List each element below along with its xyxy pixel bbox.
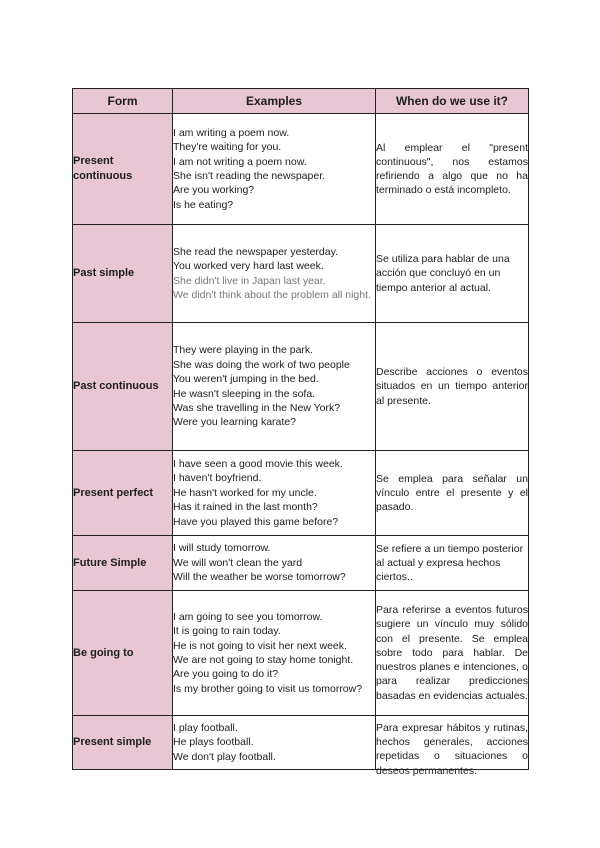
usage-cell: Se refiere a un tiempo posterior al actual y expresa hechos ciertos.. xyxy=(376,536,529,591)
example-line: I am going to see you tomorrow. xyxy=(173,610,323,623)
form-cell: Past simple xyxy=(73,225,173,323)
table-row-future-simple xyxy=(73,536,529,591)
example-line: It is going to rain today. xyxy=(173,625,281,638)
example-line: He plays football. xyxy=(173,736,254,749)
usage-cell: Se emplea para señalar un vínculo entre el presente y el pasado. xyxy=(376,451,529,536)
examples-cell xyxy=(173,225,376,323)
usage-cell: Para referirse a eventos futuros sugiere un vínculo muy sólido con el presente. Se emplea sobre todo para hablar. De nuestros planes e intenciones, o para realizar predicciones basadas en evidencias actuales. xyxy=(376,591,529,716)
example-line: Have you played this game before? xyxy=(173,515,339,528)
table-row-be-going-to xyxy=(73,591,529,716)
example-line: I will study tomorrow. xyxy=(173,542,271,555)
example-line: I play football. xyxy=(173,721,238,734)
header-row xyxy=(73,89,529,114)
grammar-table xyxy=(72,88,529,777)
example-line: She isn't reading the newspaper. xyxy=(173,170,326,182)
form-cell: Present simple xyxy=(73,716,173,770)
example-line: Has it rained in the last month? xyxy=(173,501,318,514)
usage-cell xyxy=(376,716,529,777)
examples-cell xyxy=(173,114,376,225)
example-line: Are you going to do it? xyxy=(173,668,279,681)
example-line: You worked very hard last week. xyxy=(173,260,324,273)
form-cell: Past continuous xyxy=(73,323,173,451)
example-line: We are not going to stay home tonight. xyxy=(173,654,354,666)
example-line: I am not writing a poem now. xyxy=(173,155,307,168)
example-line: Was she travelling in the New York? xyxy=(173,401,341,414)
form-cell: Future Simple xyxy=(73,536,173,591)
example-line: Will the weather be worse tomorrow? xyxy=(173,571,346,584)
header-use: When do we use it? xyxy=(376,89,529,114)
example-line: Is my brother going to visit us tomorrow? xyxy=(173,682,363,695)
usage-text: Para expresar hábitos y rutinas, hechos generales, acciones repetidas o situaciones o deseos permanentes. xyxy=(376,722,528,777)
header-examples: Examples xyxy=(173,89,376,114)
example-line: He is not going to visit her next week. xyxy=(173,639,347,652)
form-cell: Be going to xyxy=(73,591,173,716)
example-line: He hasn't worked for my uncle. xyxy=(173,486,317,499)
usage-cell: Se utiliza para hablar de una acción que concluyó en un tiempo anterior al actual. xyxy=(376,225,529,323)
examples-cell xyxy=(173,451,376,536)
example-line: We will won't clean the yard xyxy=(173,556,303,569)
example-line: They're waiting for you. xyxy=(173,141,282,154)
examples-cell xyxy=(173,323,376,451)
example-line: They were playing in the park. xyxy=(173,344,314,357)
example-line: She read the newspaper yesterday. xyxy=(173,245,338,258)
example-line: We didn't think about the problem all night. xyxy=(173,288,371,301)
example-line: She was doing the work of two people xyxy=(173,358,350,371)
examples-cell xyxy=(173,536,376,591)
example-line: Is he eating? xyxy=(173,198,234,211)
table-row-past-simple xyxy=(73,225,529,323)
table-row-present-continuous xyxy=(73,114,529,225)
example-line: I haven't boyfriend. xyxy=(173,472,262,485)
example-line: You weren't jumping in the bed. xyxy=(173,373,319,386)
example-line: He wasn't sleeping in the sofa. xyxy=(173,387,316,400)
table-row-present-perfect xyxy=(73,451,529,536)
example-line: I am writing a poem now. xyxy=(173,126,290,139)
example-line: She didn't live in Japan last year. xyxy=(173,274,326,287)
examples-cell xyxy=(173,591,376,716)
usage-cell: Al emplear el "present continuous", nos estamos refiriendo a algo que no ha terminado o está incompleto. xyxy=(376,114,529,225)
example-line: Are you working? xyxy=(173,184,255,197)
form-cell: Present perfect xyxy=(73,451,173,536)
table-row-past-continuous xyxy=(73,323,529,451)
example-line: I have seen a good movie this week. xyxy=(173,457,343,470)
example-line: Were you learning karate? xyxy=(173,416,296,429)
example-line: We don't play football. xyxy=(173,750,276,763)
form-cell: Present continuous xyxy=(73,114,173,225)
table-row-present-simple xyxy=(73,716,529,770)
usage-cell: Describe acciones o eventos situados en un tiempo anterior al presente. xyxy=(376,323,529,451)
header-form: Form xyxy=(73,89,173,114)
examples-cell xyxy=(173,716,376,770)
